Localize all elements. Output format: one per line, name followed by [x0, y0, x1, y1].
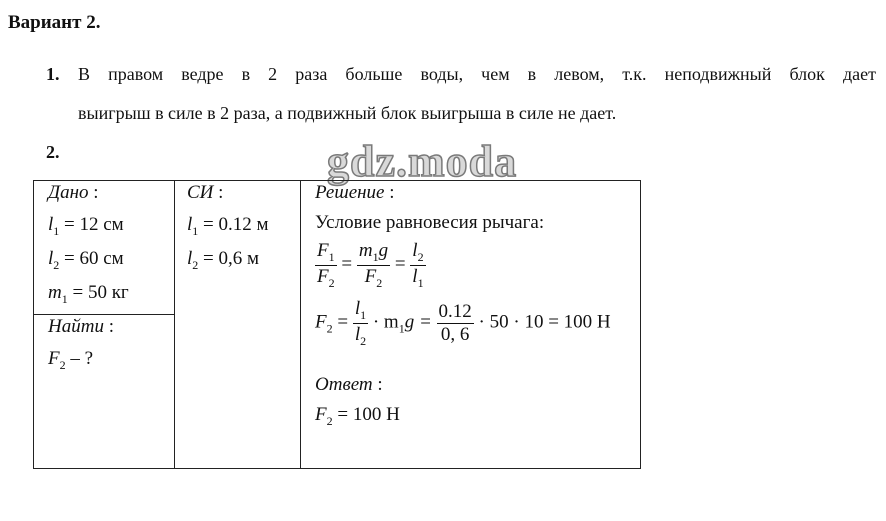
eq1-l2-symbol: l: [412, 240, 418, 261]
eq2-mass-sub: 1: [398, 321, 405, 336]
given-cell: [34, 181, 175, 315]
item-number-1: 1.: [46, 64, 60, 84]
fraction-l1-l2: [353, 298, 368, 348]
si-l1-symbol: l: [187, 214, 193, 235]
eq1-f1-sub: 1: [328, 249, 335, 264]
equilibrium-condition: Условие равновесия рычага:: [315, 212, 545, 233]
given-heading: [48, 182, 174, 204]
eq2-lhs-sub: 2: [326, 321, 333, 336]
si-colon: :: [218, 182, 224, 203]
eq1-l2-sub: 2: [417, 249, 424, 264]
eq1-f1-symbol: F: [317, 240, 329, 261]
si-l2: [187, 248, 300, 273]
given-m1: [48, 282, 174, 307]
find-heading: [48, 316, 174, 338]
eq2-g-term: g =: [404, 311, 432, 333]
answer-sub: 2: [326, 414, 333, 429]
eq2-l2-sub: 2: [360, 333, 367, 348]
fraction-l2-l1: [410, 240, 425, 290]
given-label: Дано: [48, 182, 89, 203]
si-l1-value: = 0.12 м: [203, 214, 269, 235]
equation-1: [315, 240, 640, 290]
answer-symbol: F: [315, 404, 327, 426]
answer-rhs: = 100 Н: [337, 404, 400, 426]
eq2-numerator: 0.12: [438, 300, 472, 322]
si-heading: [187, 182, 300, 204]
eq1-l1-symbol: l: [412, 265, 418, 287]
item-1-text-line-2: выигрыш в силе в 2 раза, а подвижный блок выигрыша в силе не дает.: [78, 103, 617, 123]
eq2-denominator: 0, 6: [440, 323, 470, 345]
fraction-m1g-f2: [357, 240, 390, 290]
eq1-f2-sub: 2: [328, 275, 335, 290]
answer-heading: [315, 374, 640, 396]
given-m1-sub: 1: [61, 291, 68, 306]
eq1-equals-1: =: [341, 253, 353, 275]
eq2-mass-term: · m: [372, 311, 399, 333]
find-cell: [34, 315, 175, 469]
given-colon: :: [93, 182, 99, 203]
find-colon: :: [108, 316, 114, 337]
given-l2-value: = 60 см: [64, 247, 124, 269]
si-l2-sub: 2: [192, 257, 199, 272]
eq2-equals: =: [337, 311, 349, 333]
eq1-g-symbol: g: [378, 240, 389, 261]
find-symbol: F: [48, 348, 60, 369]
given-m1-value: = 50 кг: [72, 281, 129, 303]
find-f2: [48, 348, 174, 373]
solution-cell: [301, 181, 641, 469]
si-cell: [175, 181, 301, 469]
eq2-lhs-symbol: F: [315, 311, 327, 333]
given-l1-value: = 12 см: [64, 214, 124, 235]
fraction-f1-f2: [315, 240, 337, 290]
answer-colon: :: [377, 374, 383, 396]
find-value: – ?: [70, 348, 94, 369]
item-1-text-line-1: В правом ведре в 2 раза больше воды, чем в левом, т.к. неподвижный блок дает: [78, 64, 876, 84]
eq1-l1-sub: 1: [417, 275, 424, 290]
fraction-numeric: [437, 301, 474, 346]
eq1-f2b-symbol: F: [364, 265, 377, 287]
given-l2: [48, 248, 174, 273]
eq1-m-sub: 1: [372, 249, 379, 264]
eq1-f2-symbol: F: [317, 265, 329, 287]
solution-label: Решение: [315, 182, 385, 203]
eq1-f2b-sub: 2: [376, 275, 383, 290]
si-l2-symbol: l: [187, 247, 193, 269]
si-l1: [187, 214, 300, 239]
given-l2-sub: 2: [53, 257, 60, 272]
eq2-l1-sub: 1: [360, 307, 367, 322]
si-label: СИ: [187, 182, 214, 203]
eq2-l1-symbol: l: [354, 298, 361, 320]
eq1-m-symbol: m: [358, 240, 373, 261]
find-label: Найти: [48, 316, 104, 337]
answer-label: Ответ: [315, 374, 373, 396]
eq1-equals-2: =: [394, 253, 406, 275]
answer-value: [315, 404, 640, 429]
eq2-l2-symbol: l: [354, 323, 361, 345]
watermark-logo: gdz.moda: [327, 137, 518, 186]
variant-heading: Вариант 2.: [8, 12, 101, 33]
find-sub: 2: [59, 357, 66, 372]
eq2-tail: · 50 · 10 = 100 Н: [478, 311, 611, 333]
si-l1-sub: 1: [192, 223, 199, 238]
solution-heading: [315, 182, 640, 204]
si-l2-value: = 0,6 м: [203, 247, 260, 269]
item-number-2: 2.: [46, 142, 60, 162]
problem-table: [33, 180, 641, 469]
equation-2: [315, 298, 640, 348]
given-l1-symbol: l: [48, 214, 54, 235]
given-m1-symbol: m: [48, 281, 62, 303]
given-l1-sub: 1: [53, 223, 60, 238]
given-l2-symbol: l: [48, 247, 54, 269]
solution-colon: :: [389, 182, 395, 203]
given-l1: [48, 214, 174, 239]
